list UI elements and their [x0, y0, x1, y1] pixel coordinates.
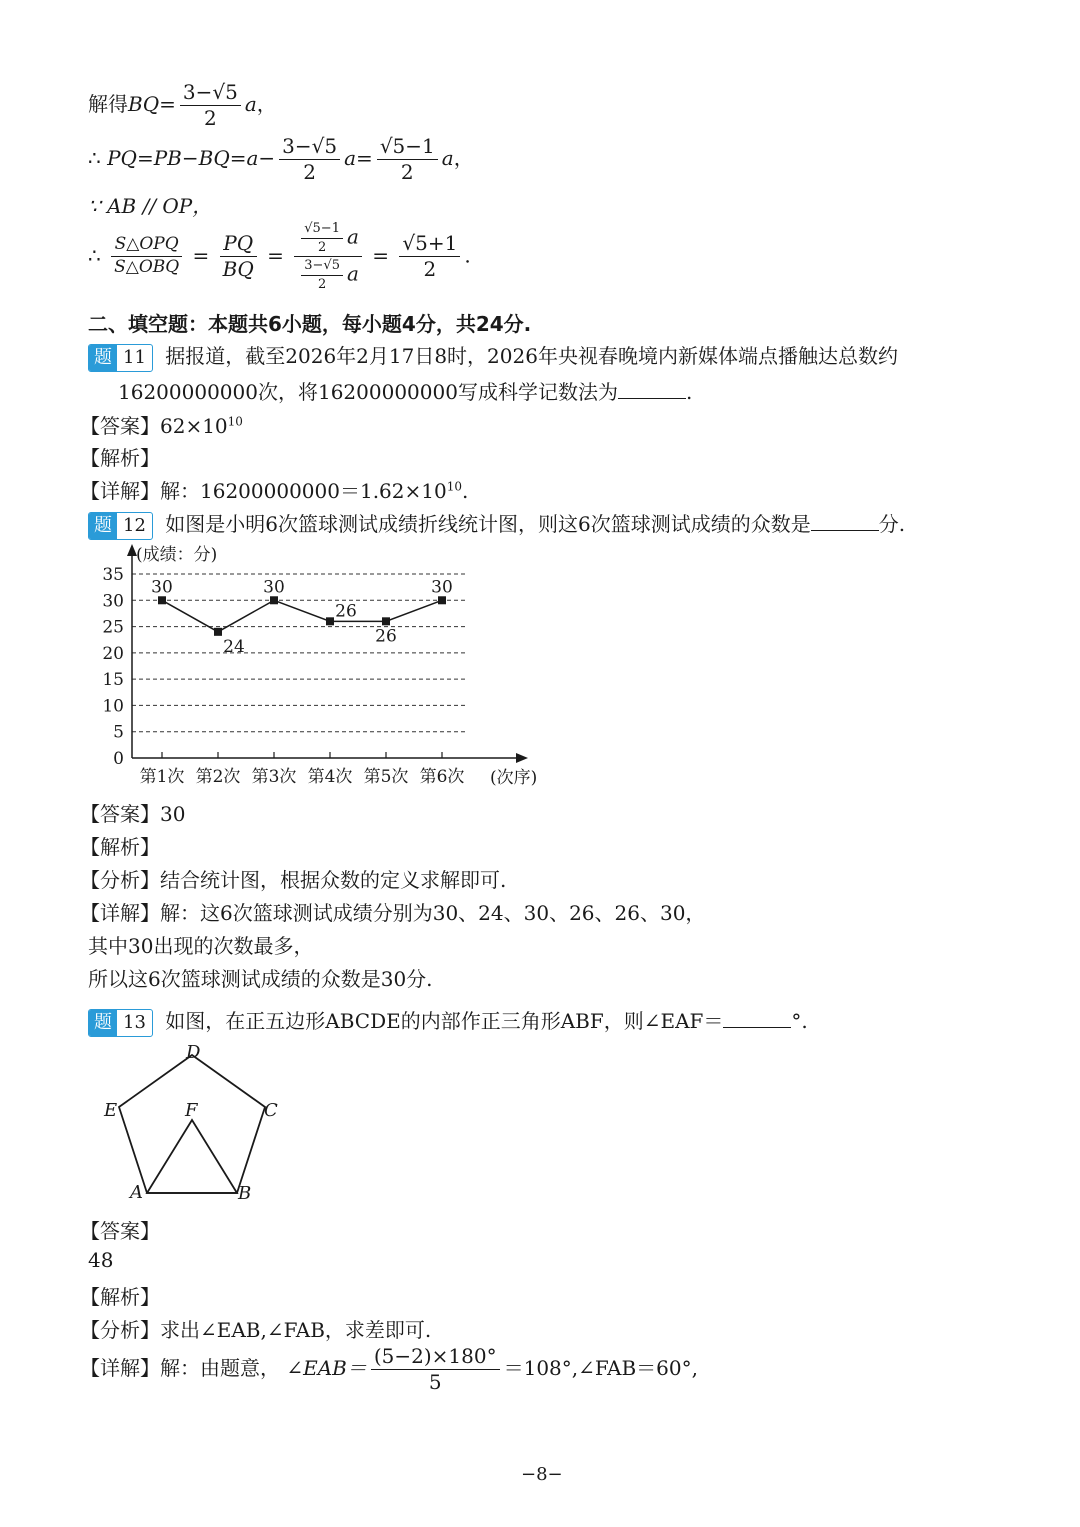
fraction-num: (5−2)×180° [371, 1346, 500, 1370]
detail-text: 解：这6次篮球测试成绩分别为30、24、30、26、26、30， [160, 901, 706, 925]
y-tick-label: 30 [102, 591, 124, 612]
fraction-den: 2 [400, 160, 414, 184]
q12-analysis [80, 864, 506, 893]
badge-number: 11 [123, 346, 146, 368]
q11-answer [80, 410, 243, 439]
label-d: D [186, 1042, 201, 1063]
x-tick-label: 第5次 [363, 767, 409, 787]
question-badge [88, 512, 153, 540]
eq: = [192, 243, 210, 268]
question-badge [88, 1009, 153, 1037]
question-13 [88, 1005, 808, 1037]
fraction-den: 2 [317, 239, 327, 255]
label-a: A [130, 1182, 143, 1203]
fraction-den: 2 [203, 106, 217, 130]
answer-tag: 【答案】 [80, 802, 160, 826]
data-label: 30 [151, 577, 173, 598]
x-tick-label: 第1次 [139, 767, 185, 787]
q12-detail-line-3: 所以这6次篮球测试成绩的众数是30分. [88, 967, 433, 991]
x-tick-label: 第3次 [251, 767, 297, 787]
q13-analysis [80, 1314, 431, 1343]
punct: . [685, 380, 693, 404]
question-11 [88, 340, 898, 372]
analysis-text: 结合统计图，根据众数的定义求解即可. [160, 868, 507, 892]
q12-detail [80, 897, 705, 926]
fraction-den [294, 257, 362, 291]
answer-value: 30 [160, 802, 186, 826]
fraction-num: √5−1 [301, 222, 343, 239]
q12-answer [80, 798, 185, 827]
var-bq: BQ [128, 92, 160, 116]
therefore-symbol: ∴ [88, 243, 101, 268]
detail-text: 解：由题意， [160, 1356, 280, 1380]
detail-tag: 【详解】 [80, 1356, 160, 1380]
fraction-num: PQ [220, 233, 257, 257]
fraction-den: 2 [317, 276, 327, 292]
data-point [270, 596, 278, 604]
fraction-num: S△OPQ [111, 236, 182, 257]
answer-blank [618, 380, 686, 399]
y-tick-label: 10 [102, 696, 124, 717]
data-point [438, 596, 446, 604]
var-a: a [346, 224, 359, 249]
x-axis-arrow [516, 753, 528, 763]
y-tick-label: 0 [113, 749, 124, 769]
data-label: 30 [431, 577, 453, 598]
data-label: 24 [223, 636, 245, 657]
fraction-num: 3−√5 [180, 82, 241, 106]
fraction [371, 1346, 500, 1393]
question-text: 如图，在正五边形ABCDE的内部作正三角形ABF，则∠EAF＝ [165, 1009, 724, 1033]
q11-analysis-tag: 【解析】 [80, 446, 160, 470]
area-ratio [111, 236, 182, 277]
inner-fraction [301, 222, 343, 254]
fraction-den: 2 [303, 160, 316, 184]
compound-fraction [294, 222, 362, 292]
data-point [326, 617, 334, 625]
answer-value: 62×10 [160, 414, 228, 438]
badge-label: 题 [89, 345, 117, 371]
badge-label: 题 [89, 1010, 117, 1036]
var-a: a [344, 146, 357, 170]
data-point [382, 617, 390, 625]
var-a: a [244, 92, 257, 116]
x-tick-label: 第4次 [307, 767, 353, 787]
fraction [279, 136, 340, 183]
therefore-symbol: ∴ [88, 146, 101, 170]
detail-tag: 【详解】 [80, 479, 160, 503]
exponent: 10 [227, 414, 243, 429]
fraction [399, 233, 460, 280]
fraction-den: 5 [428, 1370, 442, 1394]
data-label: 30 [263, 577, 285, 598]
punct: ， [453, 146, 474, 170]
label-f: F [185, 1100, 198, 1121]
detail-tag: 【详解】 [80, 901, 160, 925]
question-text: 16200000000次，将16200000000写成科学记数法为 [118, 380, 618, 404]
q13-detail [80, 1346, 698, 1393]
question-text: 如图是小明6次篮球测试成绩折线统计图，则这6次篮球测试成绩的众数是 [165, 512, 811, 536]
derivation-line-4 [88, 222, 471, 292]
fraction-num: 3−√5 [301, 259, 343, 276]
y-tick-label: 35 [102, 565, 124, 585]
q13-analysis-tag: 【解析】 [80, 1285, 160, 1309]
question-badge [88, 344, 153, 372]
analysis-tag: 【分析】 [80, 868, 160, 892]
y-tick-label: 25 [102, 617, 124, 638]
fraction-num: 3−√5 [279, 136, 340, 160]
fraction [180, 82, 241, 129]
q12-detail-line-2: 其中30出现的次数最多， [88, 934, 314, 958]
answer-blank [811, 512, 879, 531]
x-tick-label: 第6次 [419, 767, 465, 787]
y-tick-label: 20 [102, 643, 124, 664]
data-point [158, 596, 166, 604]
var-a: a [441, 146, 454, 170]
question-text: 分. [878, 512, 906, 536]
label-c: C [264, 1100, 278, 1121]
eq: = [372, 243, 390, 268]
eq: = [356, 146, 373, 170]
pentagon-abcde [119, 1055, 265, 1193]
fraction [377, 136, 438, 183]
punct: . [464, 243, 471, 268]
fraction-den: S△OBQ [114, 257, 180, 278]
badge-label: 题 [89, 513, 117, 539]
analysis-tag: 【分析】 [80, 1318, 160, 1342]
label-e: E [104, 1100, 118, 1121]
q13-answer-tag: 【答案】 [80, 1219, 160, 1243]
y-tick-label: 15 [102, 670, 124, 691]
pentagon-figure [96, 1040, 316, 1210]
angle-expr: ∠EAB＝ [286, 1356, 367, 1380]
x-tick-label: 第2次 [195, 767, 241, 787]
eq: = [159, 92, 176, 116]
badge-number: 13 [123, 1011, 146, 1033]
text: 解得 [88, 92, 128, 116]
line-chart [88, 538, 558, 798]
question-12 [88, 508, 905, 540]
detail-text: 解：16200000000＝1.62×10 [160, 479, 447, 503]
eq: = [267, 243, 284, 268]
derivation-line-1 [88, 82, 277, 129]
page-number: −8− [521, 1464, 563, 1485]
data-label: 26 [335, 601, 357, 622]
triangle-abf [147, 1120, 237, 1193]
answer-tag: 【答案】 [80, 414, 160, 438]
x-axis-label: (次序) [490, 768, 538, 788]
var-a: a [346, 261, 359, 286]
question-text: 据报道，截至2026年2月17日8时，2026年央视春晚境内新媒体端点播触达总数约 [165, 344, 898, 368]
series-line [162, 600, 442, 632]
fraction-num: √5−1 [377, 136, 438, 160]
detail-text: ＝108°,∠FAB＝60°, [503, 1356, 698, 1380]
badge-number: 12 [123, 514, 146, 536]
answer-blank [723, 1009, 791, 1028]
data-label: 26 [375, 626, 397, 647]
question-11-line-2 [118, 376, 692, 405]
fraction-den: BQ [222, 257, 254, 282]
derivation-line-2 [88, 136, 474, 183]
section-title: 二、填空题：本题共6小题，每小题4分，共24分. [88, 312, 532, 336]
y-tick-label: 5 [113, 722, 124, 743]
fraction-num: √5+1 [399, 233, 460, 257]
inner-fraction [301, 259, 343, 291]
expr: PQ=PB−BQ=a− [107, 146, 276, 170]
analysis-text: 求出∠EAB,∠FAB，求差即可. [160, 1318, 432, 1342]
pq-bq-ratio [220, 233, 257, 280]
q13-answer: 48 [88, 1248, 114, 1272]
punct: . [462, 479, 469, 503]
derivation-line-3: ∵ AB // OP， [88, 194, 213, 218]
question-text: °. [791, 1009, 808, 1033]
y-axis-label: (成绩：分) [136, 545, 218, 565]
punct: ， [256, 92, 277, 116]
q11-detail [80, 475, 468, 504]
fraction-num [294, 222, 362, 257]
data-point [214, 628, 222, 636]
fraction-den: 2 [423, 257, 437, 282]
label-b: B [238, 1183, 252, 1204]
q12-analysis-tag: 【解析】 [80, 835, 160, 859]
exponent: 10 [446, 479, 462, 494]
